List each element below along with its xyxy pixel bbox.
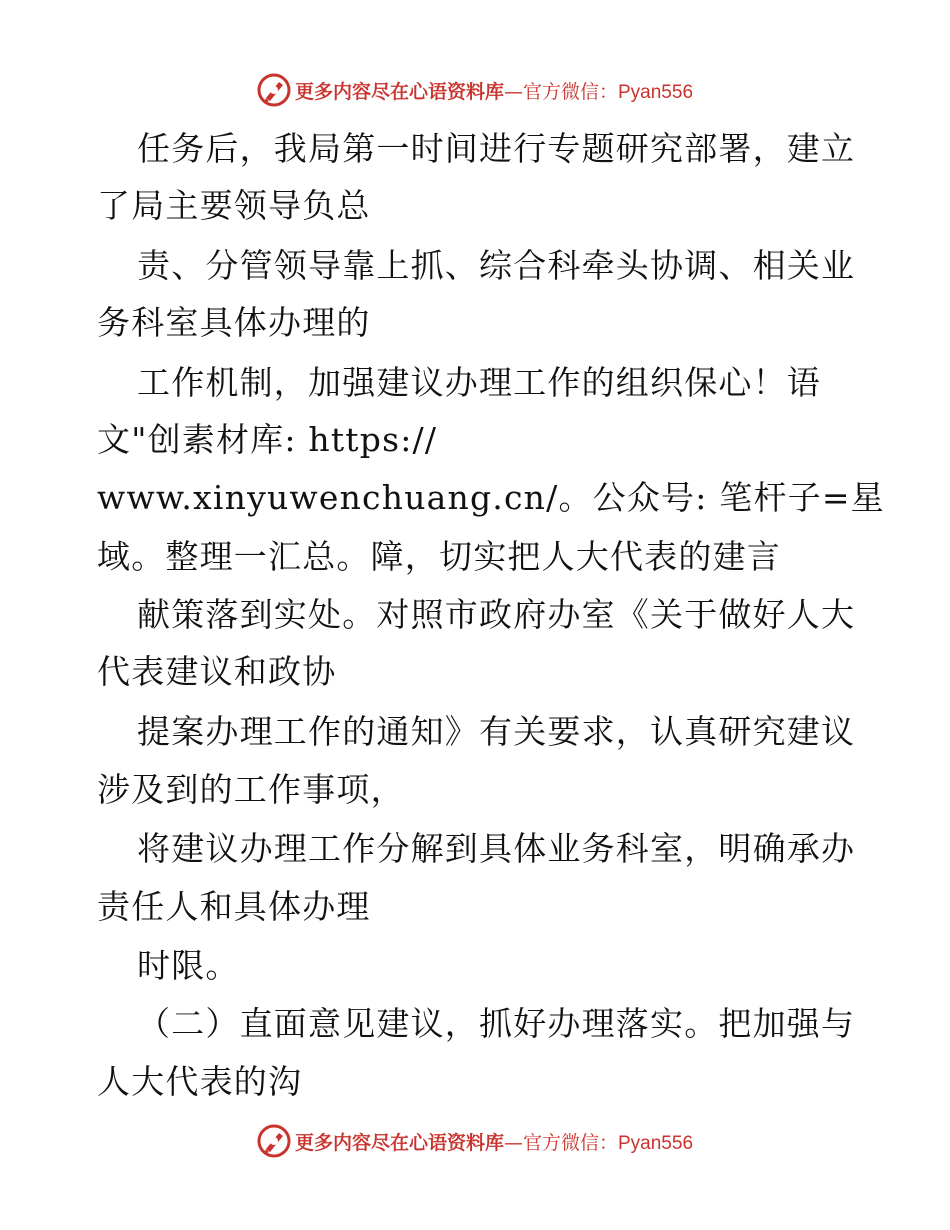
document-line: 责、分管领导靠上抓、综合科牵头协调、相关业 (137, 246, 856, 285)
document-line: 代表建议和政协 (97, 652, 337, 691)
watermark-separator: — (503, 1131, 523, 1154)
watermark-wechat-id: Pyan556 (618, 81, 694, 103)
document-line: 时限。 (137, 946, 240, 985)
watermark-main-text: 更多内容尽在心语资料库 (294, 1131, 504, 1154)
watermark-official-label: 官方微信： (522, 80, 618, 103)
watermark-separator: — (503, 80, 523, 103)
document-line: 责任人和具体办理 (97, 887, 371, 926)
document-line: 工作机制，加强建议办理工作的组织保心！语 (137, 363, 821, 402)
pen-logo-icon (257, 1124, 291, 1158)
document-line: （二）直面意见建议，抓好办理落实。把加强与 (137, 1004, 856, 1043)
watermark-main-text: 更多内容尽在心语资料库 (294, 80, 504, 103)
pen-logo-icon (257, 73, 291, 107)
watermark-wechat-id: Pyan556 (618, 1132, 694, 1154)
watermark-official-label: 官方微信： (522, 1131, 618, 1154)
document-line: 将建议办理工作分解到具体业务科室，明确承办 (137, 829, 856, 868)
document-line: 了局主要领导负总 (97, 186, 371, 225)
document-line: www.xinyuwenchuang.cn/。公众号: 笔杆子=星 (97, 478, 885, 517)
document-line: 提案办理工作的通知》有关要求，认真研究建议 (137, 712, 856, 751)
document-line: 献策落到实处。对照市政府办室《关于做好人大 (137, 595, 856, 634)
header-watermark (0, 70, 950, 110)
document-line: 域。整理一汇总。障，切实把人大代表的建言 (97, 537, 781, 576)
document-line: 务科室具体办理的 (97, 303, 371, 342)
document-line: 任务后，我局第一时间进行专题研究部署，建立 (137, 129, 856, 168)
document-line: 文"创素材库: https:// (97, 420, 438, 459)
document-line: 人大代表的沟 (97, 1062, 303, 1101)
footer-watermark (0, 1121, 950, 1161)
document-line: 涉及到的工作事项， (97, 770, 405, 809)
